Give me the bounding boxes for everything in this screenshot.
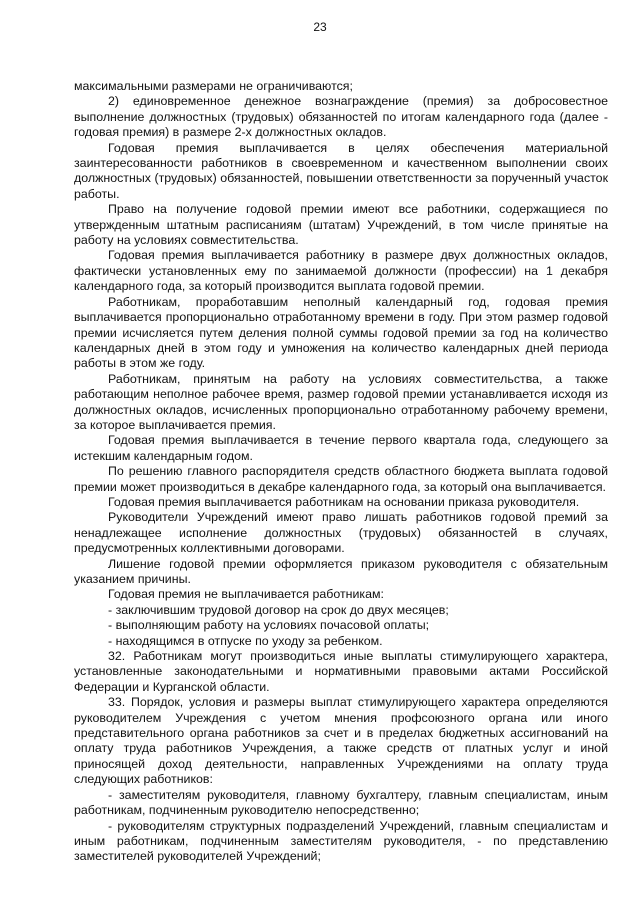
list-item: - находящимся в отпуске по уходу за ребенком. bbox=[108, 633, 383, 648]
paragraph: Лишение годовой премии оформляется приказом руководителя с обязательным указанием причины. bbox=[74, 556, 608, 586]
document-body bbox=[74, 79, 608, 865]
paragraph: Годовая премия не выплачивается работникам: bbox=[108, 587, 384, 602]
paragraph: Право на получение годовой премии имеют все работники, содержащиеся по утвержденным штатным расписаниям (штатам) Учреждений, в том числе принятые на работу на условиях совместительства. bbox=[74, 202, 608, 248]
paragraph: Руководители Учреждений имеют право лишать работников годовой премий за ненадлежащее исполнение должностных (трудовых) обязанностей в случаях, предусмотренных коллективными договорами. bbox=[74, 510, 608, 556]
paragraph: 2) единовременное денежное вознаграждение (премия) за добросовестное выполнение должностных (трудовых) обязанностей по итогам календарного года (далее - годовая премия) в размере 2-х должностных окладов. bbox=[74, 94, 608, 140]
paragraph: 33. Порядок, условия и размеры выплат стимулирующего характера определяются руководителем Учреждения с учетом мнения профсоюзного органа или иного представительного органа работников за счет и в пределах бюджетных ассигнований на оплату труда работников Учреждения, а также средств от платных услуг и иной приносящей доход деятельности, направленных Учреждениями на оплату труда следующих работников: bbox=[74, 695, 608, 787]
paragraph: Работникам, принятым на работу на условиях совместительства, а также работающим неполное рабочее время, размер годовой премии устанавливается исходя из должностных окладов, исчисленных пропорционально отработанному рабочему времени, за которое выплачивается премия. bbox=[74, 371, 608, 432]
paragraph: Годовая премия выплачивается работникам на основании приказа руководителя. bbox=[108, 494, 580, 509]
paragraph: По решению главного распорядителя средств областного бюджета выплата годовой премии может производиться в декабре календарного года, за который она выплачивается. bbox=[74, 464, 608, 494]
list-item: - руководителям структурных подразделений Учреждений, главным специалистам и иным работникам, подчиненным заместителям руководителя, - по представлению заместителей руководителей Учреждений; bbox=[74, 818, 608, 864]
paragraph: максимальными размерами не ограничиваются; bbox=[74, 79, 353, 93]
list-item: - выполняющим работу на условиях почасовой оплаты; bbox=[108, 618, 430, 633]
list-item: - заместителям руководителя, главному бухгалтеру, главным специалистам, иным работникам, подчиненным руководителю непосредственно; bbox=[74, 787, 608, 818]
paragraph: Годовая премия выплачивается в течение первого квартала года, следующего за истекшим календарным годом. bbox=[74, 433, 608, 463]
list-item: - заключившим трудовой договор на срок до двух месяцев; bbox=[108, 602, 449, 617]
paragraph: 32. Работникам могут производиться иные выплаты стимулирующего характера, установленные законодательными и нормативными правовыми актами Российской Федерации и Курганской области. bbox=[74, 649, 608, 694]
paragraph: Годовая премия выплачивается в целях обеспечения материальной заинтересованности работников в своевременном и качественном выполнении своих должностных (трудовых) обязанностей, повышении ответственности за порученный участок работы. bbox=[74, 140, 608, 201]
page-number: 23 bbox=[313, 20, 327, 34]
paragraph: Годовая премия выплачивается работнику в размере двух должностных окладов, фактически установленных ему по занимаемой должности (профессии) на 1 декабря календарного года, за который производится выплата годовой премии. bbox=[74, 248, 608, 294]
paragraph: Работникам, проработавшим неполный календарный год, годовая премия выплачивается пропорционально отработанному времени в году. При этом размер годовой премии исчисляется путем деления полной суммы годовой премии за год на количество календарных дней в этом году и умножения на количество календарных дней периода работы в этом же году. bbox=[74, 294, 608, 371]
